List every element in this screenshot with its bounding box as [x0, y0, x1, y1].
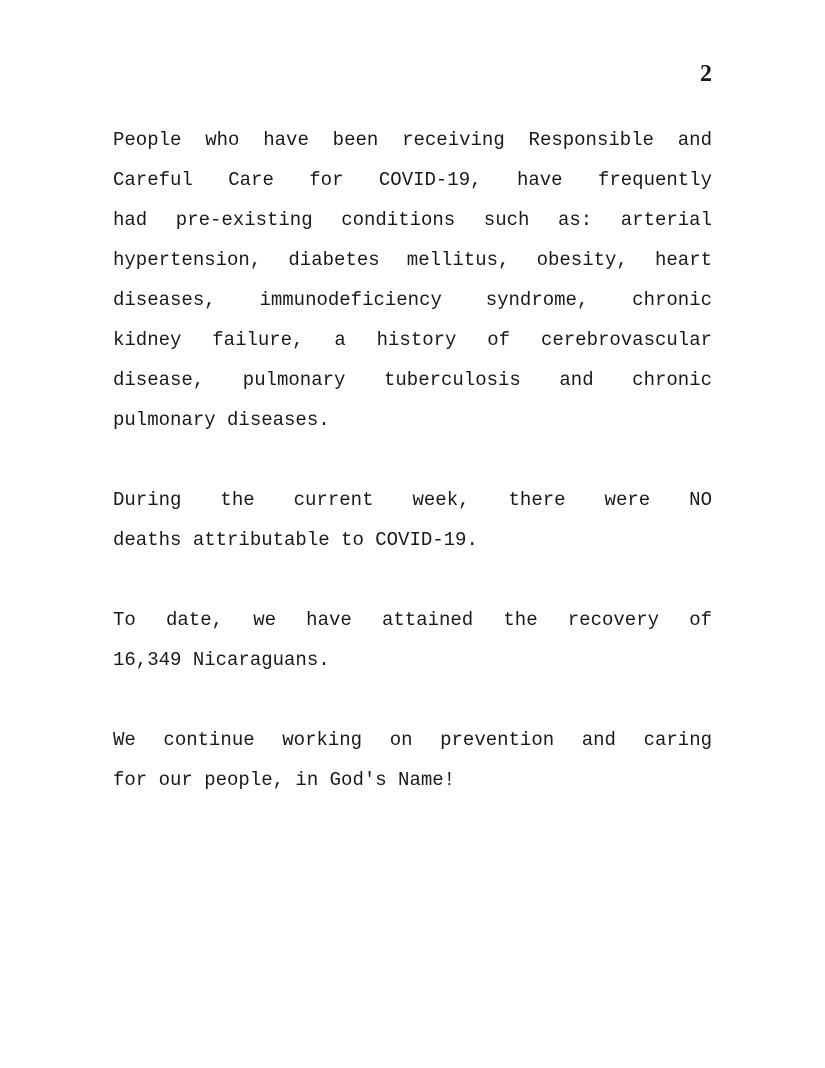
- paragraph: [113, 720, 712, 800]
- text-line: We continue working on prevention and caring: [113, 729, 712, 751]
- text-line: for our people, in God's Name!: [113, 769, 456, 791]
- text-line: kidney failure, a history of cerebrovascular: [113, 329, 712, 351]
- text-line: During the current week, there were NO: [113, 489, 712, 511]
- page-header: [113, 60, 712, 88]
- text-line: diseases, immunodeficiency syndrome, chronic: [113, 289, 712, 311]
- text-line: disease, pulmonary tuberculosis and chronic: [113, 369, 712, 391]
- document-body: [113, 120, 712, 840]
- text-line: deaths attributable to COVID-19.: [113, 529, 478, 551]
- text-line: 16,349 Nicaraguans.: [113, 649, 330, 671]
- text-line: Careful Care for COVID-19, have frequently: [113, 169, 712, 191]
- paragraph: [113, 480, 712, 560]
- paragraph: [113, 600, 712, 680]
- page-number: 2: [700, 61, 712, 87]
- text-line: To date, we have attained the recovery of: [113, 609, 712, 631]
- text-line: pulmonary diseases.: [113, 409, 330, 431]
- text-line: People who have been receiving Responsible and: [113, 129, 712, 151]
- text-line: had pre-existing conditions such as: arterial: [113, 209, 712, 231]
- paragraph: [113, 120, 712, 440]
- text-line: hypertension, diabetes mellitus, obesity, heart: [113, 249, 712, 271]
